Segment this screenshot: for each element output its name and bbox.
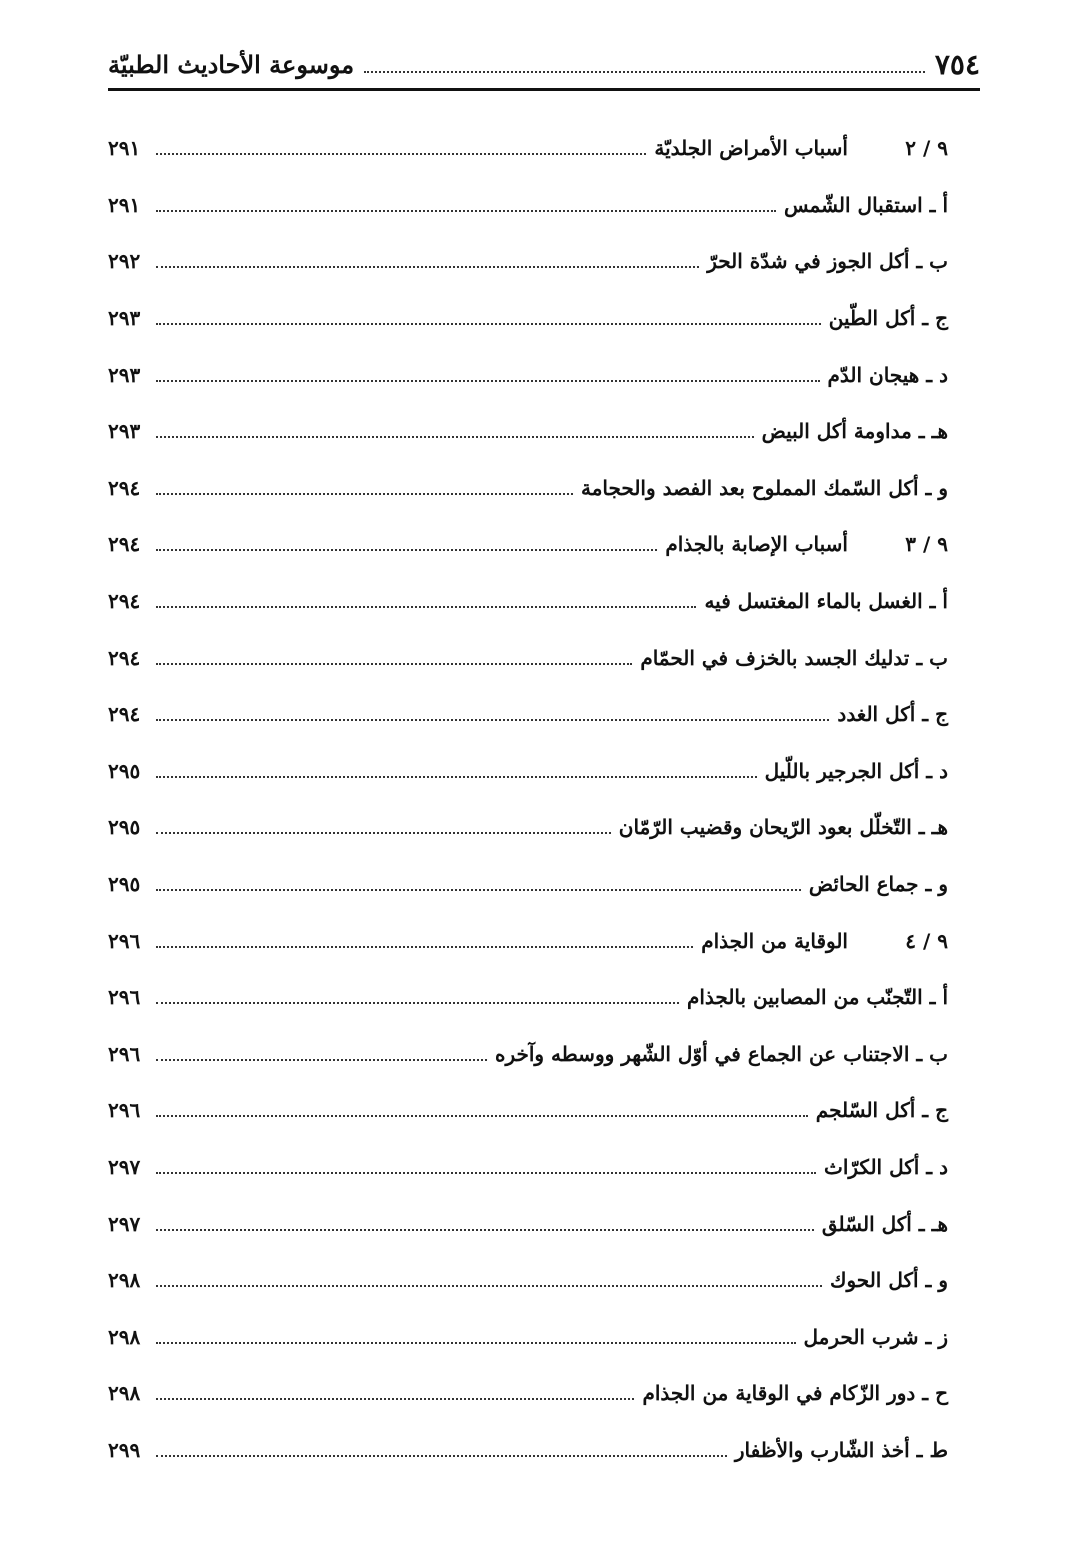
toc-leader-dots [156, 832, 611, 834]
book-title: موسوعة الأحاديث الطبيّة [108, 49, 355, 79]
toc-page-number: ٢٩٨ [108, 1324, 141, 1349]
toc-entry-title: أ ـ التّجنّب من المصابين بالجذام [686, 985, 948, 1010]
toc-row [108, 516, 948, 573]
toc-page-number: ٢٩٧ [108, 1211, 141, 1236]
toc-entry-title: ز ـ شرب الحرمل [803, 1324, 948, 1349]
toc-section-number: ٩ / ٣ [905, 532, 948, 557]
toc-row [108, 686, 948, 743]
toc-section-number: ٩ / ٤ [905, 928, 948, 953]
toc-row [108, 629, 948, 686]
toc-row [108, 233, 948, 290]
toc-entry-title: د ـ أكل الجرجير باللّيل [764, 758, 948, 783]
toc-page-number: ٢٩٤ [108, 702, 141, 727]
toc-leader-dots [156, 1455, 727, 1457]
toc-page-number: ٢٩٦ [108, 1098, 141, 1123]
toc-page-number: ٢٩٢ [108, 249, 141, 274]
toc-row [108, 1026, 948, 1083]
toc-leader-dots [156, 153, 646, 155]
toc-row [108, 290, 948, 347]
toc-leader-dots [156, 436, 754, 438]
toc-leader-dots [156, 776, 757, 778]
toc-leader-dots [156, 719, 829, 721]
toc-page-number: ٢٩٤ [108, 645, 141, 670]
header-rule [108, 88, 980, 91]
toc-page-number: ٢٩٥ [108, 872, 141, 897]
toc-page-number: ٢٩٨ [108, 1268, 141, 1293]
toc-page-number: ٢٩٣ [108, 362, 141, 387]
toc-row [108, 573, 948, 630]
toc-row [108, 346, 948, 403]
toc-leader-dots [156, 889, 801, 891]
toc-leader-dots [156, 606, 696, 608]
toc-page-number: ٢٩٦ [108, 985, 141, 1010]
toc-section-number: ٩ / ٢ [905, 136, 948, 161]
toc-entry-title: هـ ـ التّخلّل بعود الرّيحان وقضيب الرّمّان [618, 815, 948, 840]
toc-row [108, 743, 948, 800]
toc-row [108, 1365, 948, 1422]
toc-page-number: ٢٩٣ [108, 419, 141, 444]
toc-entry-title: د ـ أكل الكرّاث [824, 1154, 948, 1179]
toc-entry-title: ج ـ أكل الطّين [828, 306, 948, 331]
toc-page-number: ٢٩٥ [108, 758, 141, 783]
toc-page-number: ٢٩٥ [108, 815, 141, 840]
page-header [108, 42, 980, 86]
table-of-contents [108, 120, 948, 1478]
toc-entry-title: أسباب الإصابة بالجذام [665, 532, 848, 557]
toc-row [108, 177, 948, 234]
toc-row [108, 1308, 948, 1365]
toc-leader-dots [156, 493, 573, 495]
toc-entry-title: أ ـ الغسل بالماء المغتسل فيه [704, 589, 948, 614]
toc-page-number: ٢٩٣ [108, 306, 141, 331]
toc-leader-dots [156, 1115, 808, 1117]
toc-entry-title: الوقاية من الجذام [701, 928, 848, 953]
toc-leader-dots [156, 380, 820, 382]
toc-page-number: ٢٩١ [108, 192, 141, 217]
toc-entry-title: ج ـ أكل السّلجم [815, 1098, 948, 1123]
toc-entry-title: ب ـ تدليك الجسد بالخزف في الحمّام [640, 645, 948, 670]
toc-row [108, 1252, 948, 1309]
toc-page-number: ٢٩١ [108, 136, 141, 161]
toc-page-number: ٢٩٨ [108, 1381, 141, 1406]
toc-row [108, 403, 948, 460]
toc-leader-dots [156, 1172, 816, 1174]
toc-row [108, 1082, 948, 1139]
toc-row [108, 120, 948, 177]
toc-row [108, 912, 948, 969]
toc-entry-title: هـ ـ أكل السّلق [821, 1211, 948, 1236]
toc-entry-title: ب ـ الاجتناب عن الجماع في أوّل الشّهر ووسطه وآخره [495, 1041, 948, 1066]
header-leader-dots [364, 71, 925, 73]
toc-row [108, 969, 948, 1026]
toc-leader-dots [156, 266, 699, 268]
toc-leader-dots [156, 1059, 487, 1061]
toc-entry-title: و ـ أكل السّمك المملوح بعد الفصد والحجامة [580, 475, 948, 500]
toc-page-number: ٢٩٤ [108, 475, 141, 500]
toc-page-number: ٢٩٩ [108, 1437, 141, 1462]
toc-entry-title: ح ـ دور الزّكام في الوقاية من الجذام [642, 1381, 948, 1406]
toc-leader-dots [156, 663, 632, 665]
toc-leader-dots [156, 946, 693, 948]
toc-leader-dots [156, 323, 821, 325]
toc-entry-title: هـ ـ مداومة أكل البيض [761, 419, 948, 444]
toc-row [108, 1422, 948, 1479]
toc-entry-title: ب ـ أكل الجوز في شدّة الحرّ [707, 249, 948, 274]
toc-row [108, 1195, 948, 1252]
toc-entry-title: أسباب الأمراض الجلديّة [654, 136, 848, 161]
toc-page-number: ٢٩٦ [108, 1041, 141, 1066]
toc-row [108, 799, 948, 856]
toc-row [108, 460, 948, 517]
toc-page-number: ٢٩٤ [108, 589, 141, 614]
toc-entry-title: و ـ أكل الحوك [829, 1268, 948, 1293]
toc-entry-title: د ـ هيجان الدّم [827, 362, 948, 387]
toc-leader-dots [156, 210, 776, 212]
toc-leader-dots [156, 1002, 679, 1004]
toc-row [108, 856, 948, 913]
toc-leader-dots [156, 1285, 822, 1287]
toc-page-number: ٢٩٦ [108, 928, 141, 953]
toc-entry-title: و ـ جماع الحائض [808, 872, 948, 897]
toc-entry-title: ط ـ أخذ الشّارب والأظفار [734, 1437, 948, 1462]
toc-page-number: ٢٩٤ [108, 532, 141, 557]
page-number: ٧٥٤ [934, 47, 980, 81]
toc-leader-dots [156, 549, 657, 551]
toc-entry-title: ج ـ أكل الغدد [837, 702, 948, 727]
toc-leader-dots [156, 1229, 814, 1231]
toc-entry-title: أ ـ استقبال الشّمس [784, 192, 948, 217]
toc-leader-dots [156, 1398, 634, 1400]
toc-row [108, 1139, 948, 1196]
toc-leader-dots [156, 1342, 796, 1344]
toc-page-number: ٢٩٧ [108, 1154, 141, 1179]
